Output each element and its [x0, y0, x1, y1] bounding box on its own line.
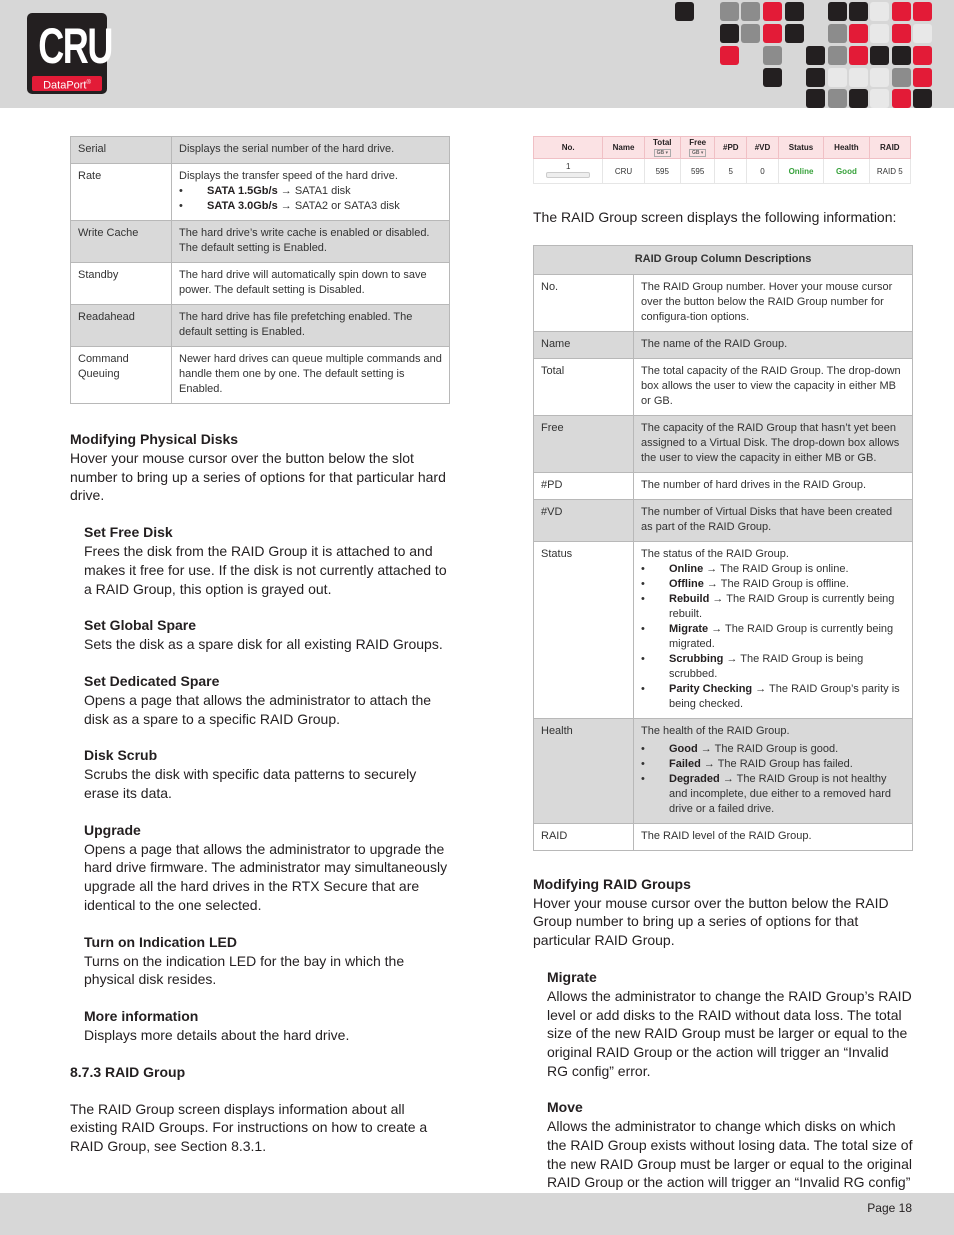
table-header-row	[534, 137, 911, 159]
mosaic-square	[892, 46, 911, 65]
row-description: The number of Virtual Disks that have been created as part of the RAID Group.	[634, 499, 913, 541]
disk-option	[84, 616, 450, 654]
mosaic-square	[892, 89, 911, 108]
list-item: • Failed → The RAID Group has failed.	[641, 757, 905, 772]
table-cell: CRU	[603, 159, 644, 184]
disk-properties-table	[70, 136, 450, 404]
mosaic-square	[849, 46, 868, 65]
option-text: Turns on the indication LED for the bay in which the physical disk resides.	[84, 952, 405, 988]
mosaic-square	[720, 2, 739, 21]
mosaic-square	[741, 24, 760, 43]
option-title: Move	[547, 1099, 583, 1116]
mosaic-square	[828, 24, 847, 43]
row-label: Rate	[71, 164, 172, 221]
option-text: Allows the administrator to change the RAID Group’s RAID level or add disks to the RAID without data loss. The total size of the new RAID Group must be larger or equal to the original RAID Group or the action will trigger an “Invalid RG config” error.	[547, 987, 912, 1079]
mosaic-square	[806, 68, 825, 87]
mosaic-square	[870, 68, 889, 87]
list-item: • Online → The RAID Group is online.	[641, 562, 905, 577]
column-header: Status	[778, 137, 823, 159]
table-cell: 5	[715, 159, 747, 184]
mosaic-square	[892, 24, 911, 43]
mosaic-square	[828, 89, 847, 108]
disk-option	[84, 933, 450, 989]
bullet-list	[641, 742, 905, 817]
disk-option	[84, 523, 450, 598]
option-text: Scrubs the disk with specific data patterns to securely erase its data.	[84, 766, 417, 802]
column-header: No.	[534, 137, 603, 159]
option-text: Opens a page that allows the administrator to attach the disk as a spare to a specific RAID Group.	[84, 691, 432, 727]
mosaic-square	[720, 24, 739, 43]
section-heading: Modifying RAID Groups	[533, 875, 691, 892]
column-header-free: Free GB ▾	[680, 137, 715, 159]
option-title: Migrate	[547, 968, 597, 985]
table-title: RAID Group Column Descriptions	[534, 245, 913, 274]
column-header: #PD	[715, 137, 747, 159]
mosaic-square	[849, 68, 868, 87]
paragraph: Hover your mouse cursor over the button below the slot number to bring up a series of options for that particular hard drive.	[70, 450, 446, 504]
mosaic-square	[763, 68, 782, 87]
status-cell: Online	[778, 159, 823, 184]
mosaic-square	[870, 46, 889, 65]
list-item: • Good → The RAID Group is good.	[641, 742, 905, 757]
row-label: #PD	[534, 472, 634, 499]
logo-cru-text: CRU	[38, 18, 112, 74]
mosaic-square	[785, 2, 804, 21]
option-text: Opens a page that allows the administrator to upgrade the hard drive firmware. The administrator may simultaneously upgrade all the hard drives in the RTX Secure that are identical to the one selected.	[84, 840, 448, 913]
list-item: • Parity Checking → The RAID Group’s parity is being checked.	[641, 682, 905, 712]
table-row	[71, 137, 450, 164]
option-title: More information	[84, 1007, 199, 1024]
mosaic-square	[892, 2, 911, 21]
row-description: The hard drive has file prefetching enabled. The default setting is Enabled.	[172, 305, 450, 347]
mosaic-square	[763, 2, 782, 21]
table-row	[71, 347, 450, 404]
option-text: Allows the administrator to change which disks on which the RAID Group exists without losing data. The total size of the new RAID Group must be larger or equal to the original RAID Group or the action will trigger an “Invalid RG config”	[547, 1118, 913, 1191]
table-row	[534, 472, 913, 499]
column-header: Health	[824, 137, 869, 159]
mosaic-square	[849, 24, 868, 43]
table-row	[71, 263, 450, 305]
option-title: Set Free Disk	[84, 524, 173, 541]
paragraph: The RAID Group screen displays the following information:	[533, 209, 897, 225]
row-label: Health	[534, 718, 634, 823]
row-description: The total capacity of the RAID Group. The drop-down box allows the user to view the capacity in either MB or GB.	[634, 358, 913, 415]
row-label: Total	[534, 358, 634, 415]
row-label: Serial	[71, 137, 172, 164]
row-description	[634, 718, 913, 823]
row-description-text: Displays the transfer speed of the hard drive.	[179, 170, 398, 182]
row-label: No.	[534, 274, 634, 331]
mosaic-square	[870, 2, 889, 21]
mosaic-square	[913, 2, 932, 21]
disk-option	[84, 746, 450, 802]
mosaic-square	[675, 2, 694, 21]
option-title: Turn on Indication LED	[84, 933, 237, 950]
disk-option	[84, 821, 450, 915]
list-item: • Migrate → The RAID Group is currently being migrated.	[641, 622, 905, 652]
mosaic-square	[828, 46, 847, 65]
cru-logo	[27, 13, 112, 94]
column-header-total: Total GB ▾	[644, 137, 680, 159]
page-header	[0, 0, 954, 108]
list-item: • Rebuild → The RAID Group is currently being rebuilt.	[641, 592, 905, 622]
table-row	[71, 305, 450, 347]
list-item: • Offline → The RAID Group is offline.	[641, 577, 905, 592]
bullet-list	[641, 562, 905, 712]
row-description: Displays the serial number of the hard drive.	[172, 137, 450, 164]
table-row	[534, 415, 913, 472]
unit-dropdown[interactable]: GB ▾	[654, 149, 671, 157]
table-row	[534, 541, 913, 718]
disk-option	[84, 672, 450, 728]
right-column	[533, 136, 913, 1211]
column-header: RAID	[869, 137, 910, 159]
section-heading: 8.7.3 RAID Group	[70, 1063, 186, 1080]
section-heading: Modifying Physical Disks	[70, 431, 239, 447]
page-number: Page 18	[867, 1201, 912, 1215]
row-description: The hard drive’s write cache is enabled or disabled. The default setting is Enabled.	[172, 221, 450, 263]
mosaic-square	[806, 89, 825, 108]
rg-number-button[interactable]: 1	[534, 159, 603, 184]
health-cell: Good	[824, 159, 869, 184]
raid-group-screenshot-table	[533, 136, 911, 184]
mosaic-square	[828, 68, 847, 87]
column-header: #VD	[747, 137, 779, 159]
mosaic-square	[741, 2, 760, 21]
bullet-list	[179, 184, 442, 214]
option-text: Frees the disk from the RAID Group it is attached to and makes it free for use. If the disk is not currently attached to a RAID Group, this option is grayed out.	[84, 543, 447, 597]
logo-dataport-text: DataPort®	[32, 76, 102, 91]
row-description: The RAID Group number. Hover your mouse cursor over the button below the RAID Group number for configura-tion options.	[634, 274, 913, 331]
table-row	[534, 358, 913, 415]
row-description: The hard drive will automatically spin down to save power. The default setting is Disabled.	[172, 263, 450, 305]
column-header: Name	[603, 137, 644, 159]
mosaic-square	[785, 24, 804, 43]
option-text: Sets the disk as a spare disk for all existing RAID Groups.	[84, 636, 443, 653]
table-row	[71, 164, 450, 221]
table-row	[534, 499, 913, 541]
table-cell: 595	[644, 159, 680, 184]
mosaic-square	[806, 46, 825, 65]
row-label: #VD	[534, 499, 634, 541]
table-cell: RAID 5	[869, 159, 910, 184]
table-row	[534, 159, 911, 184]
list-item: • Degraded → The RAID Group is not healthy and incomplete, due either to a removed hard drive or a failed drive.	[641, 772, 905, 817]
row-description	[634, 541, 913, 718]
paragraph: The RAID Group screen displays information about all existing RAID Groups. For instructions on how to create a RAID Group, see Section 8.3.1.	[70, 1100, 428, 1155]
row-description: The name of the RAID Group.	[634, 331, 913, 358]
table-cell: 0	[747, 159, 779, 184]
row-label: Command Queuing	[71, 347, 172, 404]
row-description	[172, 164, 450, 221]
row-label: Write Cache	[71, 221, 172, 263]
option-text: Displays more details about the hard drive.	[84, 1026, 350, 1043]
list-item: • SATA 1.5Gb/s → SATA1 disk	[179, 184, 442, 199]
page-footer	[0, 1193, 954, 1235]
row-label: Name	[534, 331, 634, 358]
table-row	[534, 331, 913, 358]
mosaic-square	[892, 68, 911, 87]
paragraph: Hover your mouse cursor over the button below the RAID Group number to bring up a series of options for that particular RAID Group.	[533, 894, 889, 949]
option-title: Set Dedicated Spare	[84, 672, 220, 689]
row-description: The capacity of the RAID Group that hasn’t yet been assigned to a Virtual Disk. The drop-down box allows the user to view the capacity in either MB or GB.	[634, 415, 913, 472]
row-description: Newer hard drives can queue multiple commands and handle them one by one. The default setting is Enabled.	[172, 347, 450, 404]
row-description: The RAID level of the RAID Group.	[634, 823, 913, 850]
row-label: Readahead	[71, 305, 172, 347]
mosaic-square	[763, 24, 782, 43]
rg-option	[547, 968, 913, 1081]
table-cell: 595	[680, 159, 715, 184]
disk-option	[84, 1007, 450, 1045]
mosaic-square	[763, 46, 782, 65]
mosaic-square	[870, 89, 889, 108]
row-label: RAID	[534, 823, 634, 850]
list-item: • Scrubbing → The RAID Group is being scrubbed.	[641, 652, 905, 682]
row-description-text: The status of the RAID Group.	[641, 547, 789, 560]
mosaic-square	[849, 2, 868, 21]
row-label: Standby	[71, 263, 172, 305]
mosaic-square	[913, 89, 932, 108]
raid-group-descriptions-table	[533, 245, 913, 851]
mosaic-square	[870, 24, 889, 43]
unit-dropdown[interactable]: GB ▾	[689, 149, 706, 157]
row-label: Status	[534, 541, 634, 718]
option-title: Disk Scrub	[84, 747, 158, 764]
table-row	[71, 221, 450, 263]
mosaic-square	[828, 2, 847, 21]
table-row	[534, 274, 913, 331]
mosaic-square	[720, 46, 739, 65]
option-title: Upgrade	[84, 821, 141, 838]
row-description-text: The health of the RAID Group.	[641, 724, 790, 737]
table-row	[534, 718, 913, 823]
mosaic-square	[913, 68, 932, 87]
row-label: Free	[534, 415, 634, 472]
option-title: Set Global Spare	[84, 617, 197, 634]
list-item: • SATA 3.0Gb/s → SATA2 or SATA3 disk	[179, 199, 442, 214]
mosaic-square	[913, 24, 932, 43]
row-description: The number of hard drives in the RAID Group.	[634, 472, 913, 499]
mosaic-square	[849, 89, 868, 108]
mosaic-square	[913, 46, 932, 65]
table-row	[534, 823, 913, 850]
left-column	[70, 136, 450, 1156]
